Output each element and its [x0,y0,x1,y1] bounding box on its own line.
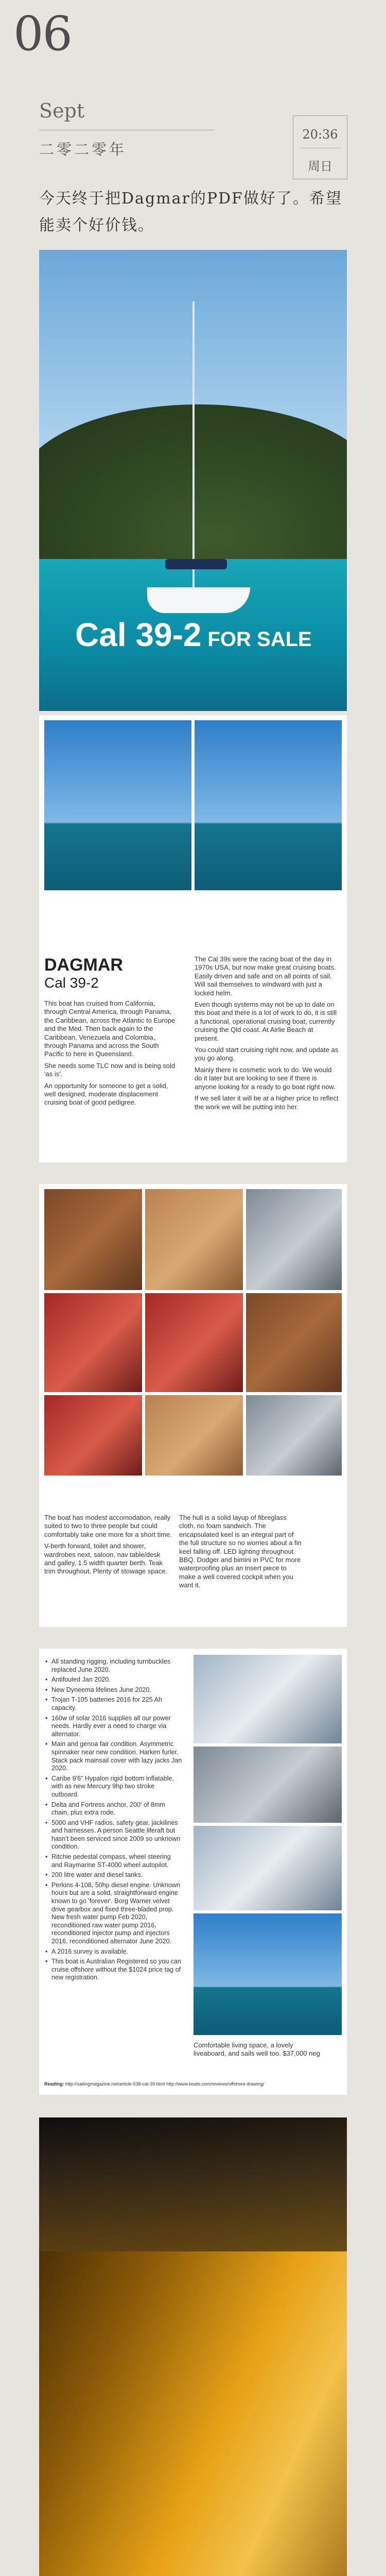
brochure-page-4[interactable] [39,2117,347,2576]
boat-name: DAGMAR [44,955,123,975]
equipment-list [44,1658,183,1984]
cover-title-for-sale: FOR SALE [207,628,312,651]
date-year: 二零二零年 [39,141,127,158]
cover-hull [147,587,250,613]
time-label: 20:36 [302,127,338,142]
interior-photo-6 [246,1293,342,1392]
equipment-item: • Ritchie pedestal compass, wheel steering and Raymarine ST-4000 wheel autopilot. [44,1853,183,1869]
card1-right-paragraph: You could start cruising right now, and update as you go along. [195,1046,339,1062]
deck-photo-2 [194,1747,342,1823]
card2-left-column [44,1514,173,1579]
equipment-item: • New Dyneema lifelines June 2020. [44,1686,183,1694]
date-month: Sept [39,99,85,122]
equipment-item: • 160w of solar 2016 supplies all our power needs. Hardly ever a need to charge via alternator. [44,1715,183,1739]
card1-left-paragraph: An opportunity for someone to get a solid, well designed, moderate displacement cruising boat of good pedigree. [44,1081,168,1107]
interior-photo-7 [44,1395,142,1476]
deck-photo-3 [194,1826,342,1910]
night-sky [39,2117,347,2251]
interior-photo-2 [145,1189,243,1290]
card1-left-paragraph: This boat has cruised from California, through Central America, through Panama, the Caribbean, across the Atlantic to Europe and the Med. Then back again to the Caribbean, Venezuela and Colombia, through Panama and across the South Pacific to here in Queensland. [44,999,176,1058]
card1-right-paragraph: Mainly there is cosmetic work to do. We would do it later but are looking to see if there is anyone looking for a ready to go boat right now. [195,1065,336,1091]
interior-photo-1 [44,1189,142,1290]
equipment-item: • Perkins 4-108, 50hp diesel engine. Unknown hours but are a solid, straightforward engine known to go 'forever'. Borg Warner velvet drive gearbox and fixed three-bladed prop. New fresh water pump Feb 2020, reconditioned raw water pump 2016, reconditioned injector pump and injectors 2016, reconditioned alternator June 2020. [44,1882,183,1946]
card1-left-paragraph: She needs some TLC now and is being sold 'as is'. [44,1061,176,1078]
deck-photo-4 [194,1913,342,2035]
card1-right-paragraph: The Cal 39s were the racing boat of the day in 1970s USA, but now make great cruising boats. Easily driven and safe and on all points of sail. Will sail themselves to windward with just a locked helm. [195,955,336,997]
interior-photo-9 [246,1395,342,1476]
cover-photo[interactable] [39,250,347,711]
price-caption: Comfortable living space, a lovely liveaboard, and sails well too. $37,000 neg [194,2041,320,2058]
reading-links [44,2081,265,2087]
cover-title-model: Cal 39-2 [75,616,202,653]
card2-left-paragraph: The boat has modest accomodation, really suited to two to three people but could comfortably take one more for a short time. [44,1514,172,1538]
cover-mast [192,301,195,600]
boat-photo-left [44,720,191,890]
card2-right-column [179,1514,302,1593]
brochure-page-1[interactable] [39,715,347,1162]
interior-photo-5 [145,1293,243,1392]
card1-right-paragraph: If we sell later it will be at a higher price to reflect the work we will be putting into her. [195,1094,339,1111]
equipment-item: • This boat is Australian Registered so you can cruise offshore without the $1024 price tag of new registration. [44,1958,183,1982]
card1-left-column [44,999,177,1110]
reading-label: Reading: [44,2081,64,2087]
equipment-item: • Antifouled Jan 2020. [44,1676,183,1684]
time-box [293,115,347,179]
brochure-page-2[interactable] [39,1184,347,1627]
weekday-label: 周日 [308,159,332,174]
date-day: 06 [13,6,72,61]
card1-right-paragraph: Even though systems may not be up to date on this boat and there is a lot of work to do, it is still a functional, operational cruising boat, currently cruising the Qld coast. At Airlie Beach at present. [195,1001,337,1042]
brochure-page-3[interactable] [39,1649,347,2095]
interior-photo-4 [44,1293,142,1392]
equipment-item: • All standing rigging, including turnbuckles replaced June 2020. [44,1658,183,1674]
interior-photo-8 [145,1395,243,1476]
cover-sail-cover [165,559,227,569]
equipment-item: • 5000 and VHF radios, safety gear, jackilines and harnesses. A person Seattle liferaft but hasn't been serviced since 2009 so unknown condition. [44,1819,183,1851]
cover-title [75,616,312,654]
card2-left-paragraph: V-berth forward, toilet and shower, wardrobes next, saloon, nav table/desk and galley, 1.5 width quarter berth. Teak trim throughout. Plenty of stowage space. [44,1542,168,1575]
boat-photo-right [195,720,342,890]
equipment-item: • Caribe 9'6" Hypalon rigid bottom inflatable, with as new Mercury 9hp two stroke outboard. [44,1775,183,1799]
card2-right-paragraph: The hull is a solid layup of fibreglass cloth, no foam sandwich. The encapsulated keel is an integral part of the full structure so no worries about a fin keel falling off. LED lighting throughout. BBQ. Dodger and bimini in PVC for more waterproofing plus an insert piece to make a well covered cockpit when you want it. [179,1514,302,1589]
interior-photo-3 [246,1189,342,1290]
reading-urls[interactable]: http://sailingmagazine.net/article-538-cal-39.html http://www.boats.com/reviews/offshore-drawing/ [65,2081,265,2087]
equipment-item: • A 2016 survey is available. [44,1948,183,1956]
intro-text: 今天终于把Dagmar的PDF做好了。希望能卖个好价钱。 [39,190,342,234]
boat-model: Cal 39-2 [44,975,99,991]
card1-right-column [195,955,339,1114]
deck-photo-1 [194,1655,342,1743]
equipment-item: • Delta and Fortress anchor, 200' of 8mm chain, plus extra rode. [44,1801,183,1817]
equipment-item: • Trojan T-105 batteries 2016 for 225 Ah capacity. [44,1696,183,1712]
equipment-item: • Main and genoa fair condition. Asymmetric spinnaker near new condition. Harken furler. Stack pack mainsail cover with lazy jacks Jan 2020. [44,1740,183,1772]
equipment-item: • 200 litre water and diesel tanks. [44,1871,183,1879]
